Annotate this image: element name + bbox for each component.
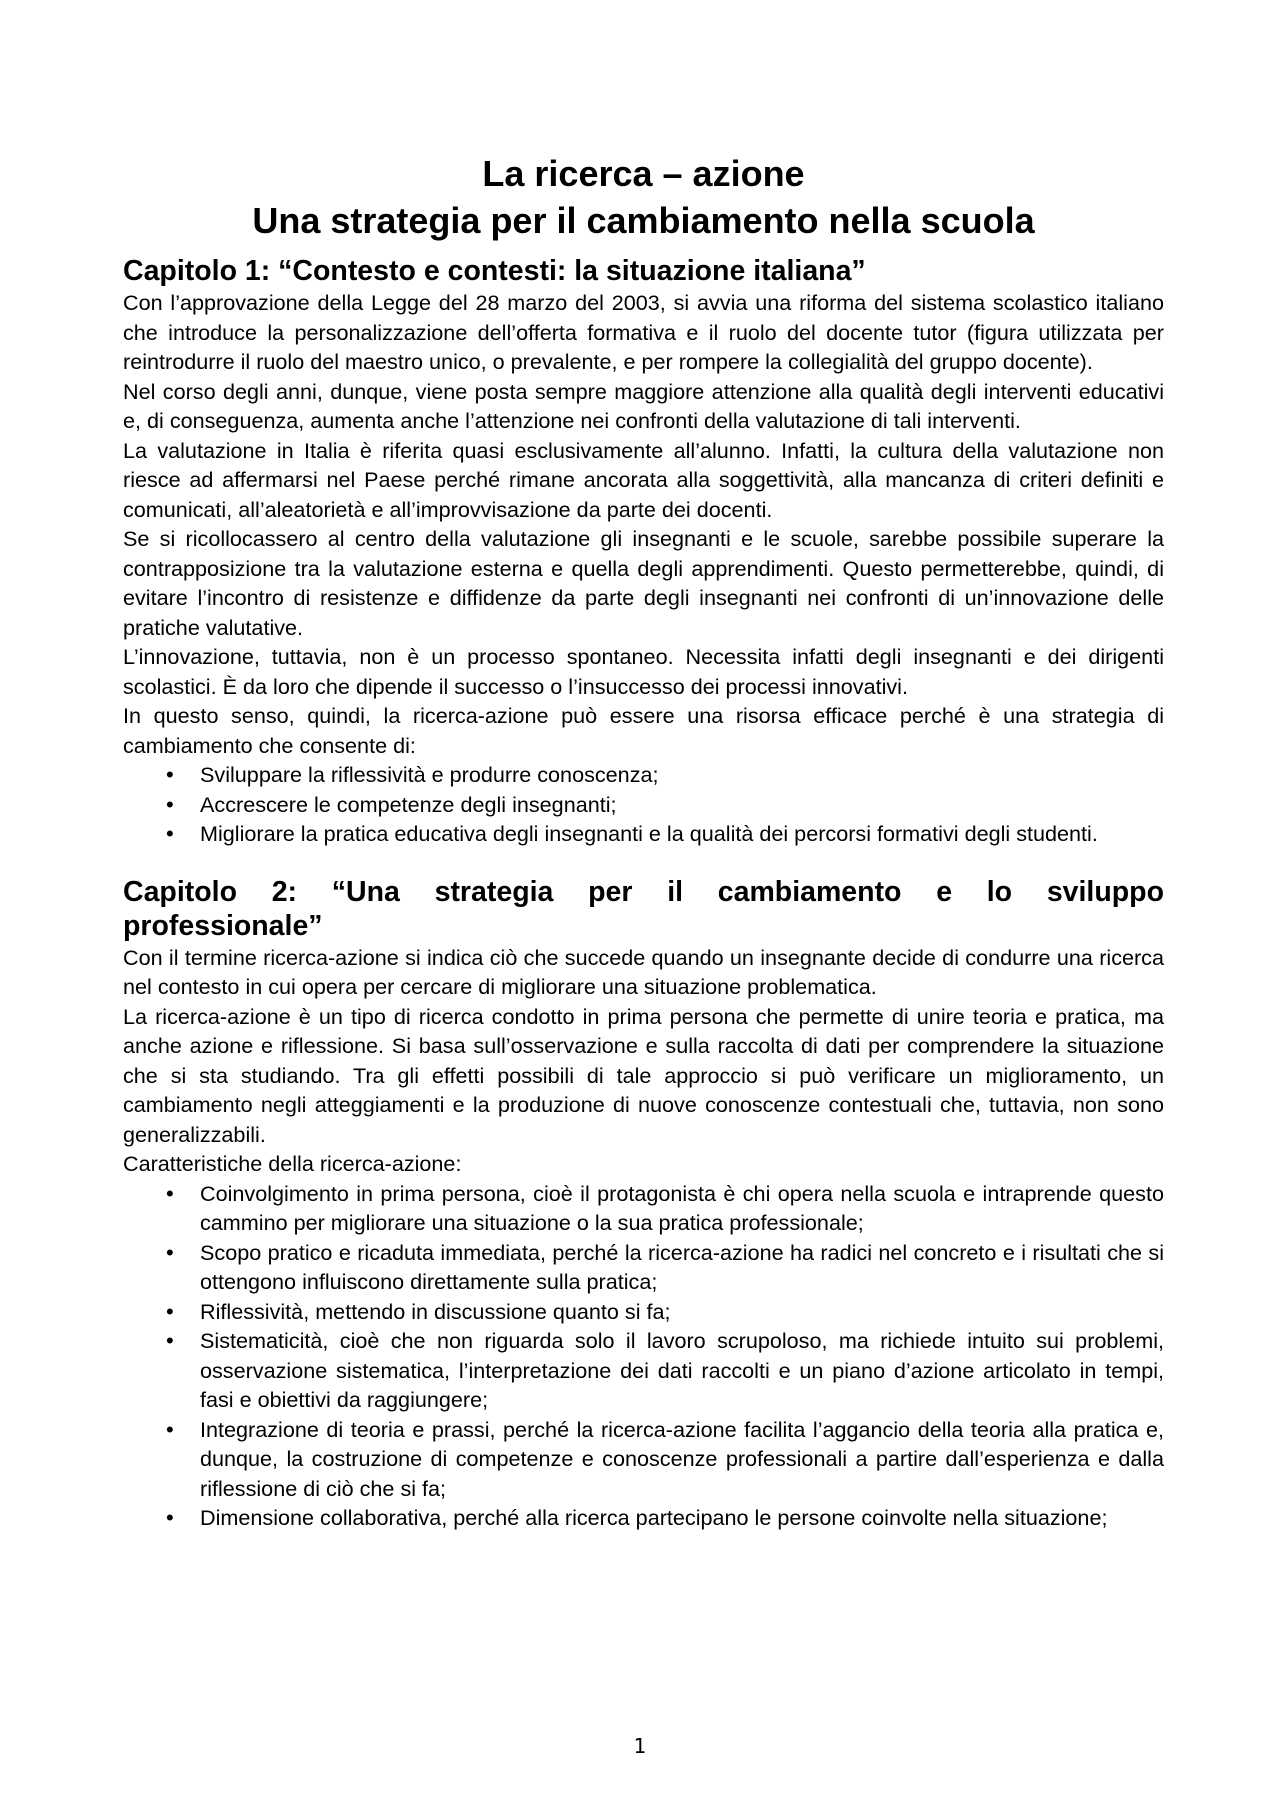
list-item: • Accrescere le competenze degli insegnanti; bbox=[123, 790, 1164, 820]
chapter-1-paragraph: La valutazione in Italia è riferita quasi esclusivamente all’alunno. Infatti, la cultura della valutazione non riesce ad affermarsi nel Paese perché rimane ancorata alla soggettività, alla mancanza di criteri definiti e comunicati, all’aleatorietà e all’improvvisazione da parte dei docenti. bbox=[123, 437, 1164, 522]
list-item: • Integrazione di teoria e prassi, perché la ricerca-azione facilita l’aggancio della teoria alla pratica e, dunque, la costruzione di competenze e conoscenze professionali a partire dall’esperienza e dalla riflessione di ciò che si fa; bbox=[123, 1415, 1164, 1504]
chapter-2-heading-line-2: professionale” bbox=[123, 909, 323, 942]
chapter-2-paragraph: Con il termine ricerca-azione si indica ciò che succede quando un insegnante decide di condurre una ricerca nel contesto in cui opera per cercare di migliorare una situazione problematica. bbox=[123, 944, 1164, 999]
chapter-2-section bbox=[123, 875, 1164, 1533]
title-line-2: Una strategia per il cambiamento nella scuola bbox=[252, 200, 1035, 241]
chapter-2-paragraph: La ricerca-azione è un tipo di ricerca condotto in prima persona che permette di unire teoria e pratica, ma anche azione e riflessione. Si basa sull’osservazione e sulla raccolta di dati per comprendere la situazione che si sta studiando. Tra gli effetti possibili di tale approccio si può verificare un miglioramento, un cambiamento negli atteggiamenti e la produzione di nuove conoscenze contestuali che, tuttavia, non sono generalizzabili. bbox=[123, 1003, 1164, 1147]
list-item: • Coinvolgimento in prima persona, cioè il protagonista è chi opera nella scuola e intraprende questo cammino per migliorare una situazione o la sua pratica professionale; bbox=[123, 1179, 1164, 1238]
document-page bbox=[123, 150, 1164, 1533]
list-item: • Riflessività, mettendo in discussione quanto si fa; bbox=[123, 1297, 1164, 1327]
document-title bbox=[123, 150, 1164, 244]
chapter-1-paragraph: Nel corso degli anni, dunque, viene posta sempre maggiore attenzione alla qualità degli interventi educativi e, di conseguenza, aumenta anche l’attenzione nei confronti della valutazione di tali interventi. bbox=[123, 378, 1164, 433]
chapter-2-bullet-list bbox=[123, 1179, 1164, 1533]
chapter-1-paragraph: In questo senso, quindi, la ricerca-azione può essere una risorsa efficace perché è una strategia di cambiamento che consente di: bbox=[123, 703, 1164, 758]
page-number: 1 bbox=[633, 1734, 647, 1758]
chapter-1-paragraph: Con l’approvazione della Legge del 28 marzo del 2003, si avvia una riforma del sistema scolastico italiano che introduce la personalizzazione dell’offerta formativa e il ruolo del docente tutor (figura utilizzata per reintrodurre il ruolo del maestro unico, o prevalente, e per rompere la collegialità del gruppo docente). bbox=[123, 290, 1164, 374]
list-item: • Migliorare la pratica educativa degli insegnanti e la qualità dei percorsi formativi degli studenti. bbox=[123, 819, 1164, 849]
chapter-1-paragraph: Se si ricollocassero al centro della valutazione gli insegnanti e le scuole, sarebbe possibile superare la contrapposizione tra la valutazione esterna e quella degli apprendimenti. Questo permetterebbe, quindi, di evitare l’incontro di resistenze e diffidenze da parte degli insegnanti nei confronti di un’innovazione delle pratiche valutative. bbox=[123, 526, 1164, 640]
list-item: • Sistematicità, cioè che non riguarda solo il lavoro scrupoloso, ma richiede intuito sui problemi, osservazione sistematica, l’interpretazione dei dati raccolti e un piano d’azione articolato in tempi, fasi e obiettivi da raggiungere; bbox=[123, 1326, 1164, 1415]
list-item: • Scopo pratico e ricaduta immediata, perché la ricerca-azione ha radici nel concreto e i risultati che si ottengono influiscono direttamente sulla pratica; bbox=[123, 1238, 1164, 1297]
chapter-2-paragraph: Caratteristiche della ricerca-azione: bbox=[123, 1151, 462, 1176]
list-item: • Dimensione collaborativa, perché alla ricerca partecipano le persone coinvolte nella situazione; bbox=[123, 1503, 1164, 1533]
chapter-1-section bbox=[123, 254, 1164, 849]
chapter-1-heading: Capitolo 1: “Contesto e contesti: la situazione italiana” bbox=[123, 255, 866, 287]
chapter-2-heading bbox=[123, 875, 1164, 943]
list-item: • Sviluppare la riflessività e produrre conoscenza; bbox=[123, 760, 1164, 790]
title-line-1: La ricerca – azione bbox=[482, 153, 805, 194]
chapter-2-heading-line-1: Capitolo 2: “Una strategia per il cambiamento e lo sviluppo bbox=[123, 875, 1164, 908]
chapter-1-paragraph: L’innovazione, tuttavia, non è un processo spontaneo. Necessita infatti degli insegnanti e dei dirigenti scolastici. È da loro che dipende il successo o l’insuccesso dei processi innovativi. bbox=[123, 644, 1164, 699]
chapter-1-bullet-list bbox=[123, 760, 1164, 849]
